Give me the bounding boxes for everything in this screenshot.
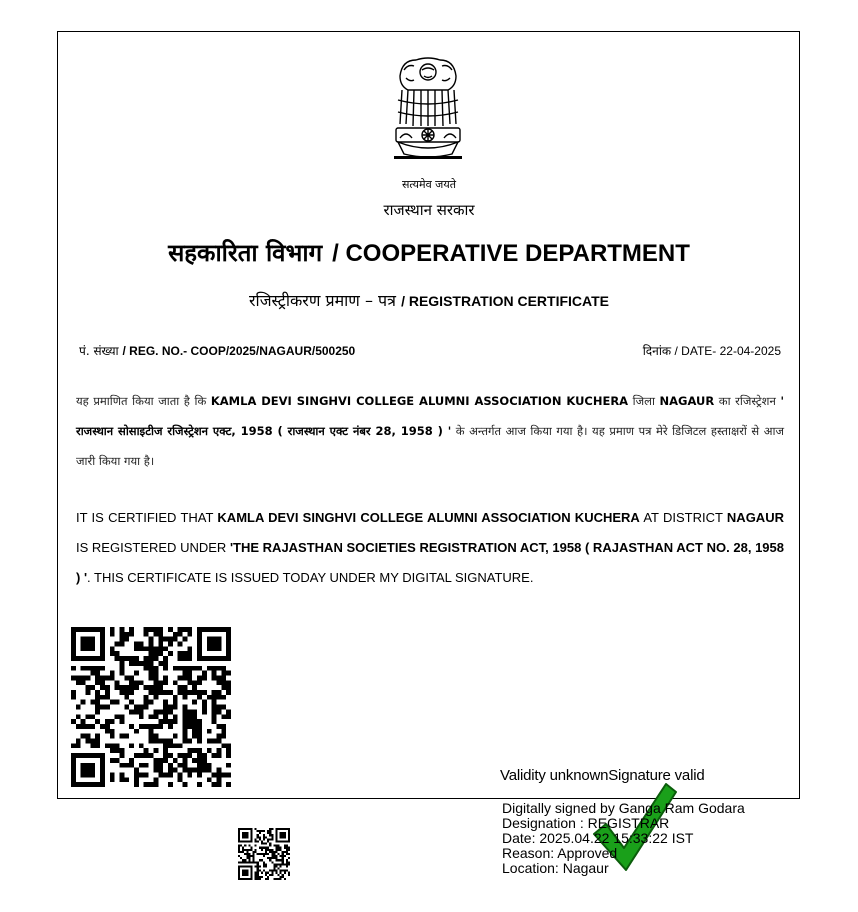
hi-district: NAGAUR bbox=[659, 394, 715, 408]
department-title-hindi: सहकारिता विभाग bbox=[168, 239, 323, 267]
en-text-1: IT IS CERTIFIED THAT bbox=[76, 510, 218, 525]
signature-reason: Reason: Approved bbox=[502, 845, 618, 861]
en-act-name: 'THE RAJASTHAN SOCIETIES REGISTRATION ACT, 1958 ( RAJASTHAN ACT NO. 28, 1958 ) ' bbox=[76, 540, 784, 585]
signer-designation: Designation : REGISTRAR bbox=[502, 815, 670, 831]
reg-label-hindi: पं. संख्या bbox=[79, 344, 119, 358]
certificate-title bbox=[0, 289, 858, 311]
hi-text-3: का रजिस्ट्रेशन bbox=[714, 394, 781, 408]
certificate-title-hindi: रजिस्ट्रीकरण प्रमाण – पत्र bbox=[249, 291, 396, 310]
certificate-title-english: / REGISTRATION CERTIFICATE bbox=[401, 293, 609, 309]
hi-society-name: KAMLA DEVI SINGHVI COLLEGE ALUMNI ASSOCIATION KUCHERA bbox=[210, 394, 629, 408]
hi-act-name: ' राजस्थान सोसाइटीज रजिस्ट्रेशन एक्ट, 1958 ( राजस्थान एक्ट नंबर 28, 1958 ) ' bbox=[76, 394, 784, 438]
registration-number bbox=[79, 342, 355, 359]
signature-location: Location: Nagaur bbox=[502, 860, 609, 876]
hi-text-1: यह प्रमाणित किया जाता है कि bbox=[76, 394, 211, 408]
government-name: राजस्थान सरकार bbox=[383, 201, 475, 219]
hi-text-4: के अन्तर्गत आज किया गया है। यह प्रमाण पत्र मेरे डिजिटल हस्ताक्षरों से आज जारी किया गया है। bbox=[76, 424, 784, 468]
en-district: NAGAUR bbox=[726, 510, 784, 525]
registration-date bbox=[643, 342, 781, 359]
signed-by: Digitally signed by Ganga Ram Godara bbox=[502, 800, 745, 816]
emblem-motto: सत्यमेव जयते bbox=[401, 178, 456, 191]
digital-signature-block bbox=[502, 801, 745, 876]
date-value: / DATE- 22-04-2025 bbox=[674, 344, 781, 358]
certificate-text-hindi bbox=[76, 386, 784, 476]
hi-text-2: जिला bbox=[628, 394, 660, 408]
en-text-4: . THIS CERTIFICATE IS ISSUED TODAY UNDER MY DIGITAL SIGNATURE. bbox=[87, 570, 534, 585]
verification-qr-code bbox=[71, 627, 231, 787]
reg-value: / REG. NO.- COOP/2025/NAGAUR/500250 bbox=[122, 344, 356, 358]
certificate-text-english bbox=[76, 503, 784, 593]
state-emblem-icon bbox=[388, 54, 468, 176]
signature-qr-code bbox=[238, 828, 290, 880]
en-text-2: AT DISTRICT bbox=[639, 510, 727, 525]
en-society-name: KAMLA DEVI SINGHVI COLLEGE ALUMNI ASSOCIATION KUCHERA bbox=[217, 510, 640, 525]
date-label-hindi: दिनांक bbox=[642, 344, 672, 358]
department-title-english: / COOPERATIVE DEPARTMENT bbox=[332, 240, 690, 267]
department-title bbox=[0, 236, 858, 269]
signature-validity-status: Validity unknownSignature valid bbox=[500, 767, 705, 784]
signature-date: Date: 2025.04.22 15:33:22 IST bbox=[502, 830, 694, 846]
en-text-3: IS REGISTERED UNDER bbox=[76, 540, 230, 555]
